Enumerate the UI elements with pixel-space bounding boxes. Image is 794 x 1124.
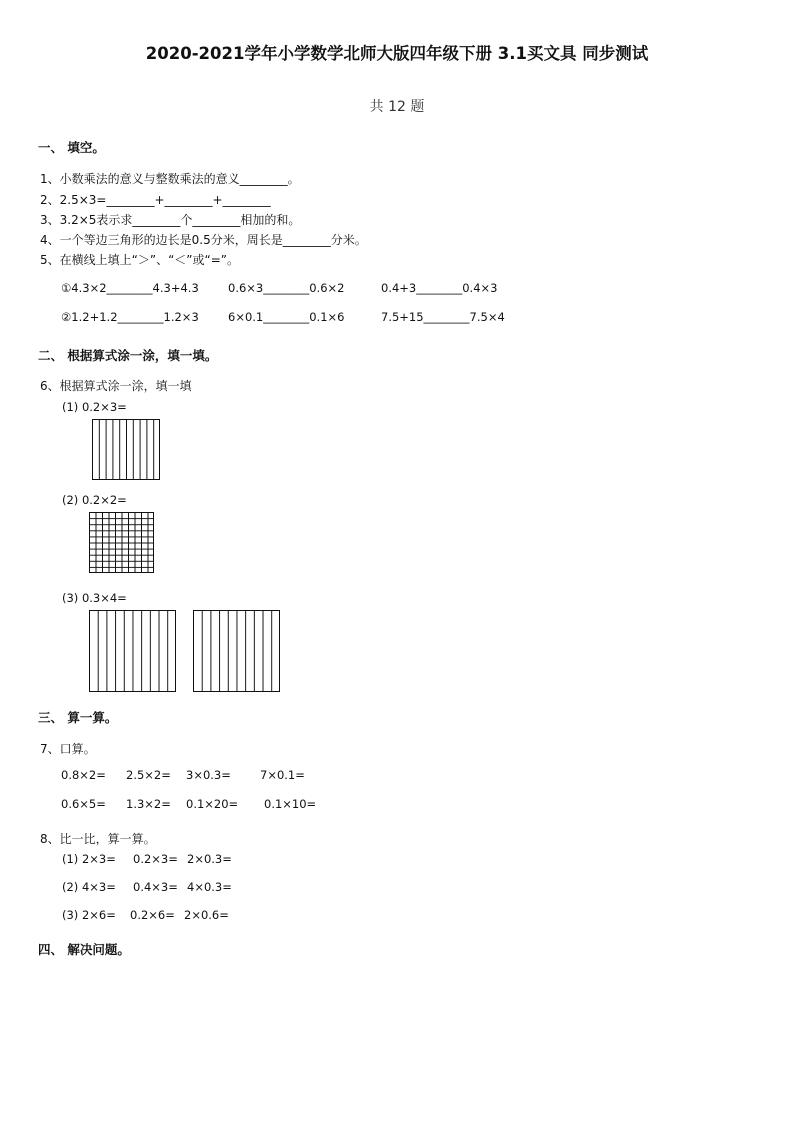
compare-calc-item: 2×0.3= (187, 852, 232, 866)
section-heading-calculate: 三、 算一算。 (38, 710, 118, 725)
question-8: 8、比一比，算一算。 (40, 832, 156, 846)
question-2: 2、2.5×3=________+________+________ (40, 193, 271, 207)
compare-calc-item: (3) 2×6= (62, 908, 116, 922)
question-3: 3、3.2×5表示求________个________相加的和。 (40, 213, 301, 227)
shading-grid-hundredths[interactable] (89, 512, 154, 573)
question-count: 共 12 题 (369, 99, 425, 115)
compare-calc-item: (1) 2×3= (62, 852, 116, 866)
compare-item: 0.6×3________0.6×2 (228, 281, 345, 295)
shade-part-3-label: (3) 0.3×4= (62, 591, 127, 605)
oral-calc-item: 1.3×2= (126, 797, 171, 811)
question-5: 5、在横线上填上“＞”、“＜”或“=”。 (40, 253, 239, 267)
oral-calc-item: 0.1×10= (264, 797, 317, 811)
oral-calc-item: 3×0.3= (186, 768, 231, 782)
section-heading-shade: 二、 根据算式涂一涂，填一填。 (38, 348, 218, 363)
compare-item: 6×0.1________0.1×6 (228, 310, 345, 324)
shading-grid-tenths[interactable] (92, 419, 160, 480)
question-4: 4、一个等边三角形的边长是0.5分米，周长是________分米。 (40, 233, 367, 247)
compare-item: 7.5+15________7.5×4 (381, 310, 505, 324)
compare-calc-item: 0.4×3= (133, 880, 178, 894)
oral-calc-item: 0.1×20= (186, 797, 239, 811)
compare-calc-item: 4×0.3= (187, 880, 232, 894)
compare-item: 0.4+3________0.4×3 (381, 281, 498, 295)
question-7: 7、口算。 (40, 742, 96, 756)
section-heading-word-problems: 四、 解决问题。 (38, 942, 130, 957)
compare-calc-item: 0.2×3= (133, 852, 178, 866)
section-heading-fill-blank: 一、 填空。 (38, 140, 105, 155)
compare-calc-item: 0.2×6= (130, 908, 175, 922)
compare-calc-item: (2) 4×3= (62, 880, 116, 894)
shading-grid-tenths-right[interactable] (193, 610, 280, 692)
oral-calc-item: 2.5×2= (126, 768, 171, 782)
compare-calc-item: 2×0.6= (184, 908, 229, 922)
page-title: 2020-2021学年小学数学北师大版四年级下册 3.1买文具 同步测试 (145, 44, 649, 63)
oral-calc-item: 7×0.1= (260, 768, 305, 782)
compare-item: ②1.2+1.2________1.2×3 (61, 310, 199, 324)
question-6: 6、根据算式涂一涂，填一填 (40, 379, 192, 393)
oral-calc-item: 0.8×2= (61, 768, 106, 782)
shade-part-1-label: (1) 0.2×3= (62, 400, 127, 414)
oral-calc-item: 0.6×5= (61, 797, 106, 811)
shading-grid-tenths-left[interactable] (89, 610, 176, 692)
compare-item: ①4.3×2________4.3+4.3 (61, 281, 199, 295)
question-1: 1、小数乘法的意义与整数乘法的意义________。 (40, 172, 300, 186)
shade-part-2-label: (2) 0.2×2= (62, 493, 127, 507)
